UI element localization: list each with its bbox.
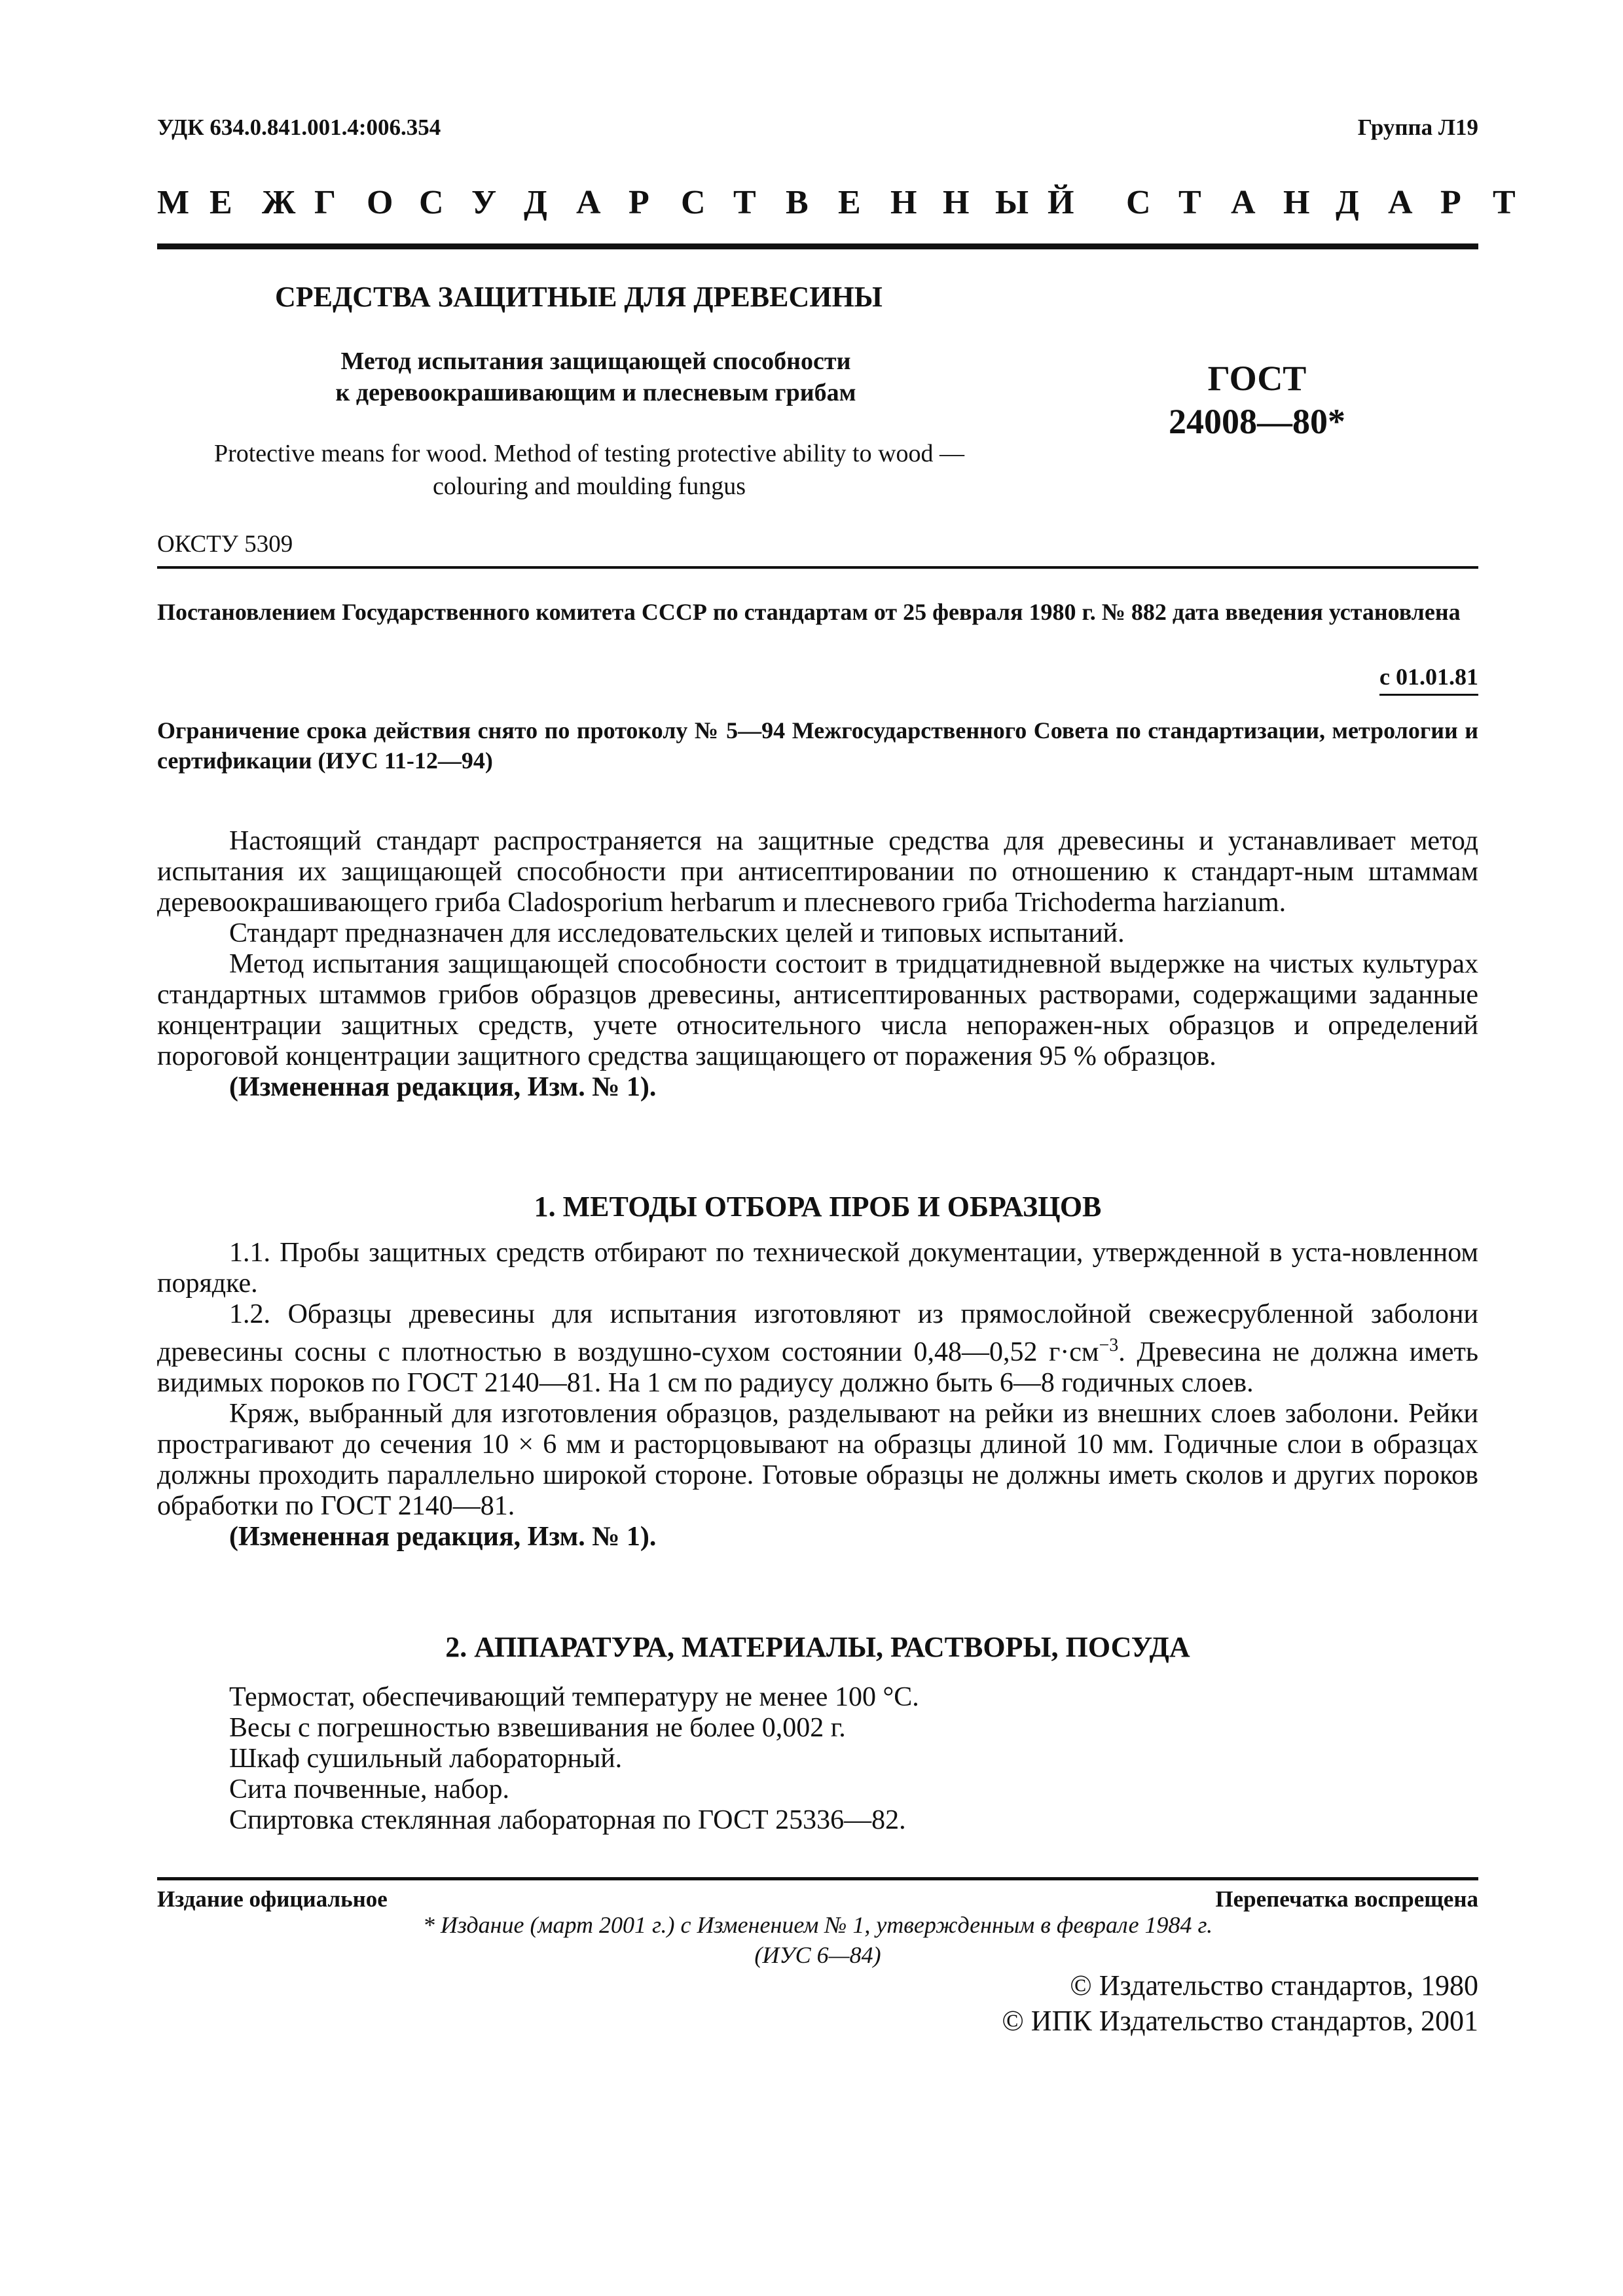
banner-letter: Н <box>1283 184 1310 221</box>
document-title: СРЕДСТВА ЗАЩИТНЫЕ ДЛЯ ДРЕВЕСИНЫ <box>275 281 883 313</box>
superscript: −3 <box>1099 1335 1119 1355</box>
limitation-text: Ограничение срока действия снято по протоколу № 5—94 Межгосударственного Совета по стандартизации, метрологии и сертификации (ИУС 11-12—94) <box>157 717 1478 774</box>
banner-letter: А <box>1388 184 1413 221</box>
intro-paragraph: Стандарт предназначен для исследовательских целей и типовых испытаний. <box>229 918 1125 948</box>
clause-1-2 <box>157 1299 1478 1399</box>
decree-text: Постановлением Государственного комитета СССР по стандартам от 25 февраля 1980 г. № 882 дата введения установлена <box>157 599 1461 625</box>
equipment-item: Весы с погрешностью взвешивания не более 0,002 г. <box>229 1713 846 1743</box>
copyright-line: © Издательство стандартов, 1980 <box>1070 1969 1478 2001</box>
official-edition: Издание официальное <box>157 1886 388 1912</box>
section-2 <box>157 1632 1478 1836</box>
english-title-line: Protective means for wood. Method of testing protective ability to wood — <box>213 440 965 467</box>
section-heading: 2. АППАРАТУРА, МАТЕРИАЛЫ, РАСТВОРЫ, ПОСУДА <box>445 1631 1190 1663</box>
banner-letter: Й <box>1048 184 1074 221</box>
edit-note: (Измененная редакция, Изм. № 1). <box>229 1522 657 1552</box>
intro-paragraph: Настоящий стандарт распространяется на защитные средства для древесины и устанавливает метод испытания их защищающей способности при антисептировании по отношению к стандарт-ным штаммам деревоокрашивающего гриба Cladosporium herbarum и плесневого гриба Trichoderma harzianum. <box>157 826 1478 918</box>
equipment-item: Шкаф сушильный лабораторный. <box>229 1744 623 1774</box>
banner-letter: А <box>576 184 601 221</box>
clause-1-1: 1.1. Пробы защитных средств отбирают по технической документации, утвержденной в уста-новленном порядке. <box>157 1238 1478 1299</box>
banner-letter: А <box>1231 184 1256 221</box>
subtitle-line: к деревоокрашивающим и плесневым грибам <box>335 379 856 406</box>
equipment-item: Спиртовка стеклянная лабораторная по ГОСТ 25336—82. <box>229 1805 906 1835</box>
gost-number <box>1120 357 1395 443</box>
banner-word-interstate <box>157 183 1100 222</box>
banner-letter: Н <box>890 184 917 221</box>
oksty-code: ОКСТУ 5309 <box>157 531 293 558</box>
banner-letter: Д <box>1336 184 1359 221</box>
equipment-item: Термостат, обеспечивающий температуру не менее 100 °С. <box>229 1682 919 1712</box>
edition-note-line: * Издание (март 2001 г.) с Изменением № 1, утвержденным в феврале 1984 г. <box>422 1912 1213 1938</box>
header-thick-rule <box>157 243 1478 249</box>
banner-letter: М <box>157 184 190 221</box>
banner-letter: У <box>471 184 497 221</box>
effective-date <box>1379 663 1478 691</box>
clause-text: 1.2. Образцы древесины для испытания изготовляют из прямослойной свежесрубленной заболони древесины сосны с плотностью в воздушно-сухом состоянии 0,48—0,52 г·см <box>157 1299 1478 1367</box>
banner-letter: Г <box>314 184 337 221</box>
subtitle-line: Метод испытания защищающей способности <box>340 348 851 375</box>
equipment-item: Сита почвенные, набор. <box>229 1774 510 1804</box>
footer-rule <box>157 1877 1478 1880</box>
banner-letter: С <box>681 184 706 221</box>
banner-letter: Ы <box>995 184 1029 221</box>
banner-letter: Т <box>1493 184 1516 221</box>
banner-letter: С <box>419 184 444 221</box>
section-heading: 1. МЕТОДЫ ОТБОРА ПРОБ И ОБРАЗЦОВ <box>534 1191 1102 1223</box>
clause-text: . Древесина не должна иметь видимых пороков по ГОСТ 2140—81. На 1 см по радиусу должно быть 6—8 годичных слоев. <box>157 1337 1478 1398</box>
banner-letter: Е <box>210 184 232 221</box>
banner-letter: Н <box>943 184 970 221</box>
clause-paragraph: Кряж, выбранный для изготовления образцов, разделывают на рейки из внешних слоев заболони. Рейки прострагивают до сечения 10 × 6 мм и расторцовывают на образцы длиной 10 мм. Годичные слои в образцах должны проходить параллельно широкой стороне. Готовые образцы не должны иметь сколов и других пороков обработки по ГОСТ 2140—81. <box>157 1399 1478 1521</box>
edition-note-line: (ИУС 6—84) <box>754 1942 881 1968</box>
group-code: Группа Л19 <box>1357 115 1478 140</box>
edit-note: (Измененная редакция, Изм. № 1). <box>229 1072 657 1102</box>
intro-section <box>157 826 1478 1103</box>
english-title <box>157 437 1021 503</box>
document-subtitle <box>288 346 903 408</box>
banner-letter: Ж <box>262 184 296 221</box>
effective-date-value: с 01.01.81 <box>1379 664 1478 696</box>
banner-letter: Р <box>629 184 649 221</box>
section-1 <box>157 1191 1478 1552</box>
banner-word-standard <box>1126 183 1516 222</box>
banner-letter: Е <box>838 184 861 221</box>
title-rule <box>157 566 1478 569</box>
gost-code: 24008—80* <box>1169 402 1345 441</box>
copyright-line: © ИПК Издательство стандартов, 2001 <box>1002 2005 1478 2037</box>
banner-letter: Т <box>733 184 756 221</box>
standard-banner <box>157 183 1516 222</box>
edition-note <box>157 1910 1478 1970</box>
banner-letter: С <box>1126 184 1151 221</box>
banner-letter: Р <box>1440 184 1461 221</box>
banner-letter: В <box>786 184 809 221</box>
intro-paragraph: Метод испытания защищающей способности состоит в тридцатидневной выдержке на чистых культурах стандартных штаммов грибов образцов древесины, антисептированных растворами, содержащими заданные концентрации защитных средств, учете относительного числа непоражен-ных образцов и определений пороговой концентрации защитного средства защищающего от поражения 95 % образцов. <box>157 949 1478 1071</box>
banner-letter: Д <box>524 184 547 221</box>
banner-letter: О <box>367 184 393 221</box>
udk-code: УДК 634.0.841.001.4:006.354 <box>157 115 441 140</box>
english-title-line: colouring and moulding fungus <box>432 473 746 500</box>
reprint-notice: Перепечатка воспрещена <box>1215 1886 1478 1912</box>
banner-letter: Т <box>1178 184 1201 221</box>
gost-label: ГОСТ <box>1207 359 1307 398</box>
copyright-block <box>1002 1968 1478 2039</box>
